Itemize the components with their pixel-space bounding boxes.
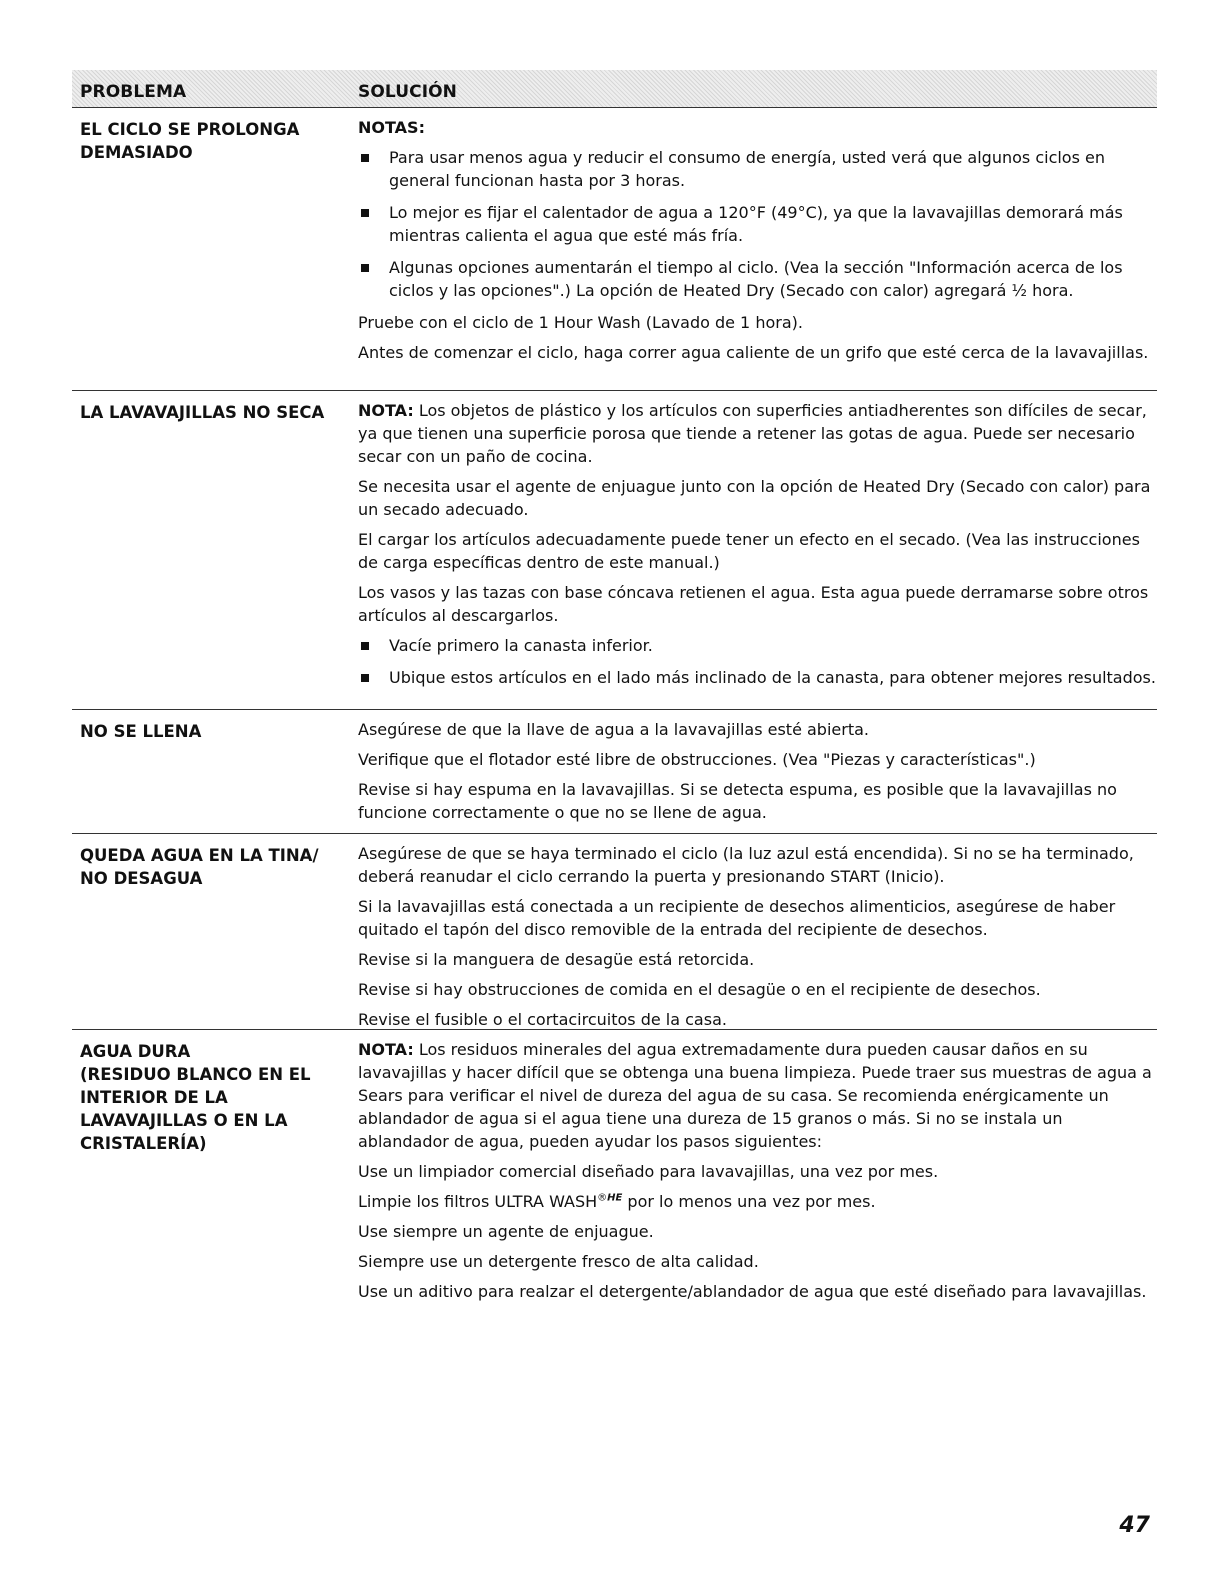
solution-paragraph: El cargar los artículos adecuadamente puede tener un efecto en el secado. (Vea las instrucciones de carga específicas dentro de este manual.) [358, 530, 1140, 572]
problem-line: QUEDA AGUA EN LA TINA/ [80, 846, 319, 865]
problem-line: DEMASIADO [80, 143, 193, 162]
troubleshooting-table [72, 70, 1157, 1313]
solution-paragraph: Use siempre un agente de enjuague. [358, 1222, 654, 1241]
page-number: 47 [1119, 1513, 1150, 1538]
filters-paragraph [358, 1190, 1157, 1213]
note-text: Los residuos minerales del agua extremadamente dura pueden causar daños en su lavavajillas y hacer difícil que se obtenga una buena limpieza. Puede traer sus muestras de agua a Sears para verificar el nivel de dureza del agua de su casa. Se recomienda enérgicamente un ablandador de agua si el agua tiene una dureza de 15 granos o más. Si no se instala un ablandador de agua, pueden ayudar los pasos siguientes: [358, 1040, 1152, 1151]
problem-line: CRISTALERÍA) [80, 1134, 207, 1153]
bullet-text: Lo mejor es fijar el calentador de agua a 120°F (49°C), ya que la lavavajillas demorará más mientras calienta el agua que esté más fría. [389, 203, 1123, 245]
bullet-text: Para usar menos agua y reducir el consumo de energía, usted verá que algunos ciclos en general funcionan hasta por 3 horas. [389, 148, 1105, 190]
problem-line: NO SE LLENA [80, 722, 202, 741]
note-paragraph [358, 399, 1157, 468]
problem-cell [72, 834, 358, 1029]
solution-paragraph: Revise si hay espuma en la lavavajillas. Si se detecta espuma, es posible que la lavavajillas no funcione correctamente o que no se llene de agua. [358, 780, 1117, 822]
header-problem: PROBLEMA [80, 82, 187, 102]
table-row [72, 834, 1157, 1030]
square-bullet-icon [361, 209, 369, 217]
table-row [72, 108, 1157, 391]
problem-cell [72, 710, 358, 833]
solution-paragraph: Se necesita usar el agente de enjuague junto con la opción de Heated Dry (Secado con calor) para un secado adecuado. [358, 477, 1151, 519]
solution-paragraph: Antes de comenzar el ciclo, haga correr agua caliente de un grifo que esté cerca de la lavavajillas. [358, 343, 1149, 362]
solution-paragraph: Siempre use un detergente fresco de alta calidad. [358, 1252, 759, 1271]
filters-text: Limpie los filtros ULTRA WASH [358, 1192, 598, 1211]
solution-paragraph: Asegúrese de que la llave de agua a la lavavajillas esté abierta. [358, 720, 869, 739]
bullet-text: Vacíe primero la canasta inferior. [389, 636, 653, 655]
bullet-text: Algunas opciones aumentarán el tiempo al ciclo. (Vea la sección "Información acerca de los ciclos y las opciones".) La opción de Heated Dry (Secado con calor) agregará ½ hora. [389, 258, 1123, 300]
table-header [72, 70, 1157, 108]
problem-line: (RESIDUO BLANCO EN EL [80, 1065, 311, 1084]
square-bullet-icon [361, 642, 369, 650]
problem-line: EL CICLO SE PROLONGA [80, 120, 300, 139]
problem-cell [72, 391, 358, 709]
solution-paragraph: Use un limpiador comercial diseñado para lavavajillas, una vez por mes. [358, 1162, 939, 1181]
note-paragraph [358, 1038, 1157, 1153]
solution-cell [358, 391, 1157, 709]
solution-paragraph: Verifique que el flotador esté libre de obstrucciones. (Vea "Piezas y características".) [358, 750, 1036, 769]
bullet-item [358, 256, 1157, 302]
table-row [72, 710, 1157, 834]
problem-line: LA LAVAVAJILLAS NO SECA [80, 403, 325, 422]
header-solution: SOLUCIÓN [358, 82, 458, 102]
solution-paragraph: Use un aditivo para realzar el detergente/ablandador de agua que esté diseñado para lavavajillas. [358, 1282, 1147, 1301]
note-label: NOTA: [358, 1040, 414, 1059]
solution-paragraph: Revise si hay obstrucciones de comida en el desagüe o en el recipiente de desechos. [358, 980, 1041, 999]
bullet-item [358, 201, 1157, 247]
notes-label: NOTAS: [358, 118, 425, 137]
problem-line: NO DESAGUA [80, 869, 203, 888]
solution-cell [358, 1030, 1157, 1313]
problem-cell [72, 1030, 358, 1313]
registered-mark: ® [597, 1192, 608, 1204]
solution-cell [358, 834, 1157, 1029]
solution-paragraph: Pruebe con el ciclo de 1 Hour Wash (Lavado de 1 hora). [358, 313, 803, 332]
table-row [72, 1030, 1157, 1313]
problem-cell [72, 108, 358, 390]
filters-text-after: por lo menos una vez por mes. [622, 1192, 876, 1211]
solution-paragraph: Si la lavavajillas está conectada a un recipiente de desechos alimenticios, asegúrese de haber quitado el tapón del disco removible de la entrada del recipiente de desechos. [358, 897, 1116, 939]
square-bullet-icon [361, 674, 369, 682]
solution-paragraph: Los vasos y las tazas con base cóncava retienen el agua. Esta agua puede derramarse sobre otros artículos al descargarlos. [358, 583, 1149, 625]
table-row [72, 391, 1157, 710]
bullet-text: Ubique estos artículos en el lado más inclinado de la canasta, para obtener mejores resultados. [389, 668, 1156, 687]
note-label: NOTA: [358, 401, 414, 420]
problem-line: LAVAVAJILLAS O EN LA [80, 1111, 288, 1130]
solution-cell [358, 108, 1157, 390]
solution-paragraph: Revise si la manguera de desagüe está retorcida. [358, 950, 755, 969]
bullet-item [358, 146, 1157, 192]
he-mark [607, 1193, 622, 1204]
note-text: Los objetos de plástico y los artículos con superficies antiadherentes son difíciles de secar, ya que tienen una superficie porosa que tiende a retener las gotas de agua. Puede ser necesario secar con un paño de cocina. [358, 401, 1147, 466]
solution-paragraph: Revise el fusible o el cortacircuitos de la casa. [358, 1010, 727, 1029]
solution-cell [358, 710, 1157, 833]
square-bullet-icon [361, 264, 369, 272]
problem-line: INTERIOR DE LA [80, 1088, 228, 1107]
square-bullet-icon [361, 154, 369, 162]
bullet-item [358, 634, 1157, 657]
problem-line: AGUA DURA [80, 1042, 191, 1061]
he-text: HE [607, 1192, 623, 1204]
bullet-item [358, 666, 1157, 689]
solution-paragraph: Asegúrese de que se haya terminado el ciclo (la luz azul está encendida). Si no se ha terminado, deberá reanudar el ciclo cerrando la puerta y presionando START (Inicio). [358, 844, 1134, 886]
